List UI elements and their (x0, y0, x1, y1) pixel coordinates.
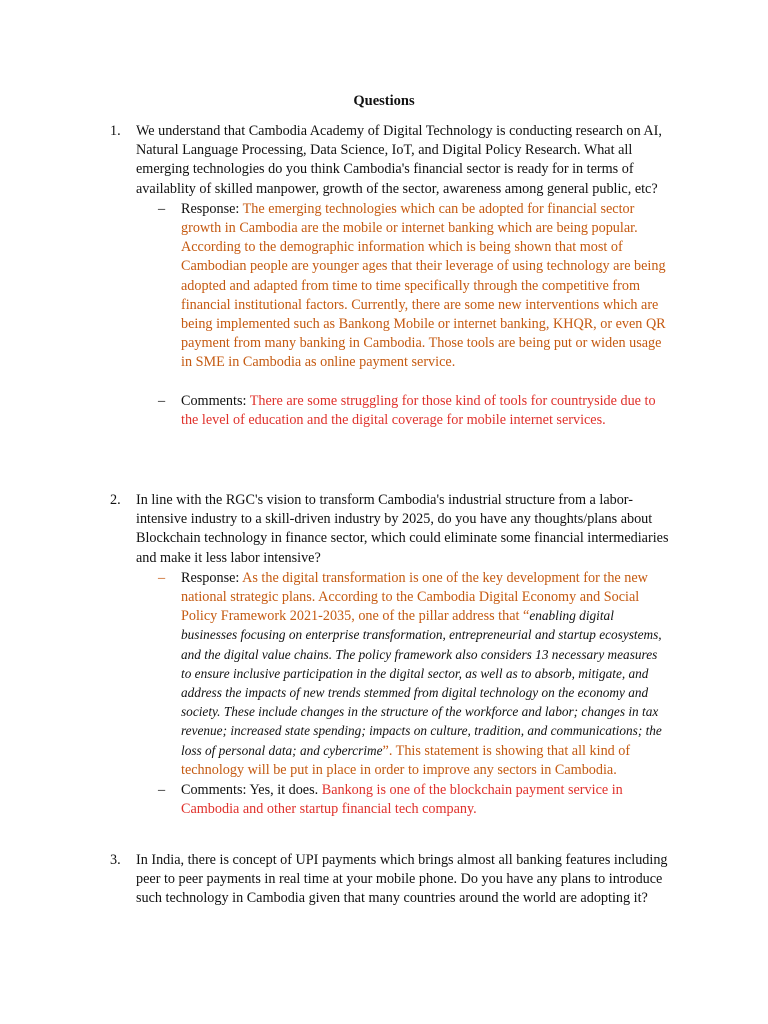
dash-bullet: – (158, 569, 166, 586)
policy-quote: enabling digital businesses focusing on enterprise transformation, entrepreneurial and startup ecosystems, and the digital value chains. The policy framework also considers 13 necessary measures to ensure inclusive participation in the digital sector, as well as to absorb, mitigate, and address the impacts of new trends stemmed from digital technology on the economy and society. These include changes in the structure of the workforce and labor; changes in tax revenue; increased state spending; impacts on culture, tradition, and communications; the loss of personal data; and cybercrime (181, 608, 662, 758)
question-number: 3. (110, 852, 121, 868)
response-item (158, 569, 670, 780)
question-2 (110, 491, 670, 819)
comments-item (158, 392, 670, 430)
question-number: 2. (110, 492, 121, 508)
question-text: In India, there is concept of UPI payments which brings almost all banking features including peer to peer payments in real time at your mobile phone. Do you have any plans to introduce such technology in Cambodia given that many countries around the world are adopting it? (136, 852, 668, 907)
question-number: 1. (110, 123, 121, 139)
question-text: In line with the RGC's vision to transform Cambodia's industrial structure from a labor-intensive industry to a skill-driven industry by 2025, do you have any thoughts/plans about Blockchain technology in finance sector, which could eliminate some financial intermediaries and make it less labor intensive? (136, 492, 669, 566)
dash-bullet: – (158, 392, 166, 409)
response-text: As the digital transformation is one of the key development for the new national strategic plans. According to the Cambodia Digital Economy and Social Policy Framework 2021-2035, one of the pillar address that “ (181, 569, 648, 625)
question-text: We understand that Cambodia Academy of Digital Technology is conducting research on AI, Natural Language Processing, Data Science, IoT, and Digital Policy Research. What all emerging technologies do you think Cambodia's financial sector is ready for in terms of availablity of skilled manpower, growth of the sector, awareness among general public, etc? (136, 123, 662, 197)
question-1 (110, 122, 670, 430)
response-text: The emerging technologies which can be adopted for financial sector growth in Cambodia are the mobile or internet banking which are being popular. According to the demographic information which is being shown that most of Cambodian people are younger ages that their leverage of using technology are being adopted and adapted from time to time specifically through the competitive from financial institutional factors. Currently, there are some new interventions which are being implemented such as Bankong Mobile or internet banking, KHQR, or even QR payment from many banking in Cambodia. Those tools are being put or widen usage in SME in Cambodia as online payment service. (181, 200, 666, 371)
page-title: Questions (353, 93, 415, 109)
comments-lead: Yes, it does. (249, 782, 322, 799)
response-label: Response: (181, 200, 243, 217)
response-text-continued: ”. This statement is showing that all kind of technology will be put in place in order to improve any sectors in Cambodia. (181, 742, 631, 778)
comments-text: Bankong is one of the blockchain payment service in Cambodia and other startup financial tech company. (181, 782, 623, 818)
comments-item (158, 781, 670, 819)
dash-bullet: – (158, 200, 166, 217)
dash-bullet: – (158, 782, 166, 799)
response-item (158, 200, 670, 373)
comments-label: Comments: (181, 392, 250, 409)
response-label: Response: (181, 569, 243, 586)
question-3 (110, 851, 670, 909)
comments-text: There are some struggling for those kind of tools for countryside due to the level of education and the digital coverage for mobile internet services. (181, 392, 656, 428)
comments-label: Comments: (181, 782, 250, 799)
